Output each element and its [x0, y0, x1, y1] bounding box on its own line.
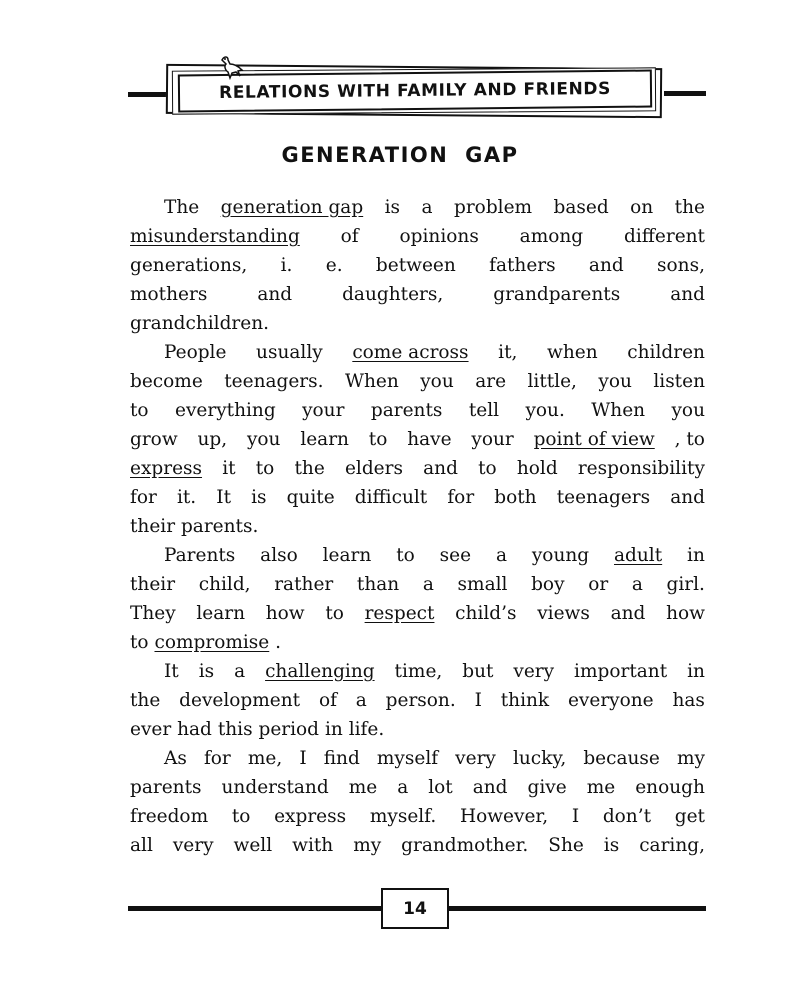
word: opinions [399, 226, 479, 247]
word: and [472, 777, 508, 798]
word: of [318, 690, 337, 711]
word: up, [197, 429, 228, 450]
word: hold [516, 458, 558, 479]
word: to [478, 458, 497, 479]
word: tell [468, 400, 500, 421]
footer-rule-right [448, 906, 706, 911]
page-number: 14 [403, 898, 427, 919]
word: sons, [657, 255, 705, 276]
footer-rule-left [128, 906, 382, 911]
word: me [348, 777, 378, 798]
word: me, [247, 748, 283, 769]
word: However, [459, 806, 549, 827]
chapter-banner [178, 70, 652, 113]
word: see [439, 545, 472, 566]
word: is [198, 661, 215, 682]
word: very [455, 748, 496, 769]
word: elders [344, 458, 403, 479]
word: understand [221, 777, 329, 798]
text-line [130, 512, 705, 541]
word: and [423, 458, 458, 479]
word: to [130, 400, 149, 421]
word: to [255, 458, 275, 479]
word: lucky, [512, 748, 567, 769]
word: in [687, 545, 705, 566]
word: don’t [602, 806, 652, 827]
page-number-box [381, 888, 449, 929]
word: views [537, 603, 590, 624]
word: small [457, 574, 508, 595]
word: I [474, 690, 482, 711]
word: learn [196, 603, 246, 624]
text-line [130, 338, 705, 367]
page-title: GENERATION GAP [281, 143, 519, 167]
word: you [420, 371, 454, 392]
word: very [513, 661, 555, 682]
word: a [631, 574, 643, 595]
word: When [591, 400, 646, 421]
word: and [257, 284, 293, 305]
word: based [553, 197, 609, 218]
underlined-vocab-word: generation gap [220, 197, 364, 218]
word: you [598, 371, 632, 392]
word: responsibility [577, 458, 705, 479]
word: all [130, 835, 153, 856]
word: and [670, 284, 705, 305]
word: how [265, 603, 305, 624]
text-line [130, 367, 705, 396]
word: everything [175, 400, 276, 421]
word: to [130, 632, 149, 653]
word: in [687, 661, 705, 682]
underlined-vocab-word: compromise [154, 632, 270, 653]
word: grandchildren. [130, 313, 270, 334]
chapter-title: RELATIONS WITH FAMILY AND FRIENDS [218, 78, 612, 104]
word: quite [286, 487, 335, 508]
word: when [547, 342, 598, 363]
text-line [130, 251, 705, 280]
word: your [302, 400, 345, 421]
word: on [630, 197, 654, 218]
word: and [670, 487, 705, 508]
word: it [222, 458, 236, 479]
word: grandmother. [401, 835, 529, 856]
header-rule-left [128, 92, 166, 97]
underlined-vocab-word: adult [614, 545, 663, 566]
text-line [130, 628, 705, 657]
word: my [676, 748, 705, 769]
bird-icon [216, 54, 248, 82]
underlined-vocab-word: misunderstanding [130, 226, 300, 247]
header-rule-right [664, 91, 706, 96]
word: She [548, 835, 584, 856]
word: The [164, 197, 200, 218]
word: boy [531, 574, 565, 595]
word: their [130, 516, 176, 537]
word: a [355, 690, 367, 711]
word: the [294, 458, 325, 479]
word: you [246, 429, 281, 450]
underlined-vocab-word: come across [352, 342, 469, 363]
word: because [583, 748, 660, 769]
word: and [588, 255, 624, 276]
word: ever [130, 719, 172, 740]
word: give [527, 777, 567, 798]
word: or [588, 574, 609, 595]
word: listen [653, 371, 705, 392]
word: problem [454, 197, 533, 218]
word: your [471, 429, 514, 450]
word: parents. [180, 516, 259, 537]
word: teenagers [556, 487, 651, 508]
essay-text [130, 193, 705, 860]
word: you [671, 400, 705, 421]
word: with [292, 835, 334, 856]
word: are [475, 371, 507, 392]
word: difficult [354, 487, 428, 508]
text-line [130, 454, 705, 483]
word: in [324, 719, 343, 740]
word: get [674, 806, 705, 827]
word: learn [322, 545, 372, 566]
word: girl. [666, 574, 705, 595]
word: period [258, 719, 320, 740]
word: it. [176, 487, 197, 508]
underlined-vocab-word: challenging [265, 661, 375, 682]
text-line [130, 715, 705, 744]
word: for [447, 487, 475, 508]
word: their [130, 574, 176, 595]
word: the [130, 690, 161, 711]
word: mothers [130, 284, 208, 305]
word: think [500, 690, 550, 711]
text-line [130, 309, 705, 338]
word: grow [130, 429, 178, 450]
word: find [323, 748, 360, 769]
chapter-header [0, 52, 800, 122]
word: generations, [130, 255, 248, 276]
word: between [375, 255, 456, 276]
word: my [353, 835, 382, 856]
word: e. [325, 255, 343, 276]
word: parents [130, 777, 202, 798]
text-line [130, 570, 705, 599]
word: is [384, 197, 401, 218]
word: People [164, 342, 227, 363]
word: a [397, 777, 409, 798]
word: well [233, 835, 273, 856]
word: When [344, 371, 399, 392]
word: very [172, 835, 214, 856]
word: life. [348, 719, 385, 740]
word: Parents [164, 545, 236, 566]
word: enough [635, 777, 705, 798]
word: also [260, 545, 298, 566]
word: among [519, 226, 584, 247]
word: caring, [639, 835, 705, 856]
underlined-vocab-word: express [130, 458, 203, 479]
word: it, [498, 342, 518, 363]
word: is [603, 835, 620, 856]
word: how [666, 603, 705, 624]
text-line [130, 773, 705, 802]
word: everyone [567, 690, 654, 711]
text-line [130, 396, 705, 425]
word: to [368, 429, 388, 450]
word: It [164, 661, 179, 682]
word: I [571, 806, 580, 827]
word: had [177, 719, 212, 740]
word: daughters, [342, 284, 444, 305]
word: me [586, 777, 616, 798]
word: but [462, 661, 494, 682]
text-line [130, 222, 705, 251]
word: usually [256, 342, 323, 363]
word: important [574, 661, 668, 682]
word: a [422, 574, 434, 595]
word: a [495, 545, 507, 566]
word: lot [428, 777, 453, 798]
word: different [624, 226, 705, 247]
text-line [130, 599, 705, 628]
underlined-vocab-word: respect [364, 603, 435, 624]
word: parents [370, 400, 443, 421]
text-line [130, 193, 705, 222]
word: As [164, 748, 187, 769]
page-footer [0, 888, 800, 930]
word: development [179, 690, 301, 711]
word: , to [674, 429, 705, 450]
word: have [407, 429, 452, 450]
word: teenagers. [224, 371, 324, 392]
word: little, [527, 371, 577, 392]
word: learn [300, 429, 349, 450]
text-line [130, 541, 705, 570]
word: to [396, 545, 415, 566]
word: express [274, 806, 347, 827]
text-line [130, 425, 705, 454]
word: They [130, 603, 176, 624]
word: a [234, 661, 246, 682]
word: the [674, 197, 705, 218]
word: a [421, 197, 433, 218]
underlined-vocab-word: point of view [533, 429, 655, 450]
word: you. [525, 400, 565, 421]
word: and [610, 603, 646, 624]
word: this [217, 719, 253, 740]
word: rather [274, 574, 334, 595]
word: for [203, 748, 231, 769]
text-line [130, 483, 705, 512]
word: to [231, 806, 251, 827]
word: i. [280, 255, 293, 276]
word: both [494, 487, 537, 508]
text-line [130, 657, 705, 686]
word: is [251, 487, 267, 508]
text-line [130, 831, 705, 860]
word: fathers [489, 255, 556, 276]
word: young [531, 545, 590, 566]
word: for [130, 487, 157, 508]
word: . [275, 632, 282, 653]
word: of [340, 226, 359, 247]
word: than [356, 574, 400, 595]
word: person. [385, 690, 456, 711]
word: to [325, 603, 344, 624]
word: myself. [369, 806, 437, 827]
word: time, [394, 661, 443, 682]
word: myself [376, 748, 439, 769]
word: child, [198, 574, 251, 595]
text-line [130, 744, 705, 773]
word: It [216, 487, 232, 508]
text-line [130, 280, 705, 309]
word: I [299, 748, 307, 769]
text-line [130, 686, 705, 715]
word: become [130, 371, 203, 392]
word: grandparents [493, 284, 621, 305]
text-line [130, 802, 705, 831]
word: children [627, 342, 705, 363]
word: has [672, 690, 705, 711]
word: freedom [130, 806, 209, 827]
word: child’s [455, 603, 517, 624]
